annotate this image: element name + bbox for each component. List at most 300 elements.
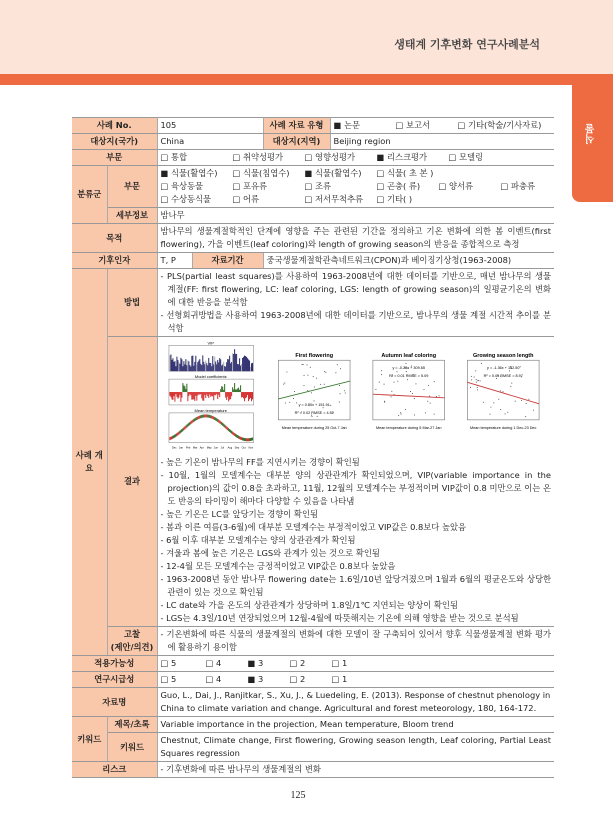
source-value: Guo, L., Dai, J., Ranjitkar, S., Xu, J., & Luedeling, E. (2013). Response of chestnut phenology in China to climate variation and change. Agricultural and forest meteorology, 180, 164-172. — [157, 688, 554, 717]
data-point — [310, 392, 311, 393]
temp-mark — [240, 437, 241, 440]
vip-bar — [186, 365, 187, 371]
checkbox-option[interactable]: □ 모델링 — [448, 152, 484, 162]
coef-bar — [175, 392, 176, 394]
coef-bar — [233, 389, 234, 392]
checkbox-option[interactable]: □ 식물( 초 본 ) — [376, 168, 434, 178]
coef-bar — [187, 392, 188, 401]
vip-bar — [230, 363, 231, 371]
checkbox-option[interactable]: □ 어류 — [232, 194, 260, 204]
checkbox-option[interactable]: ■ 3 — [247, 658, 264, 668]
vip-bar — [227, 359, 228, 371]
data-point — [507, 412, 508, 413]
vip-bar — [243, 357, 244, 371]
coef-bar — [186, 384, 187, 392]
checkbox-option[interactable]: ■ 식물(활엽수) — [160, 168, 218, 178]
plot-title: Growing season length — [472, 353, 533, 360]
coef-bar — [209, 392, 210, 394]
vip-bar — [252, 363, 253, 371]
data-point — [303, 375, 304, 376]
data-point — [407, 379, 408, 380]
result-item: - 봄과 이른 여름(3-6월)에 대부분 모델계수는 부정적이었고 VIP값은 0.8보다 높았음 — [160, 522, 467, 532]
row-keywords — [72, 733, 554, 762]
temp-mark — [211, 416, 212, 419]
coef-bar — [193, 392, 194, 399]
page-header — [0, 0, 613, 74]
data-point — [475, 379, 476, 380]
coef-bar — [218, 392, 219, 395]
data-point — [375, 389, 376, 390]
vip-bar — [191, 356, 192, 371]
temp-mark — [197, 416, 198, 419]
temp-mark — [200, 415, 201, 418]
data-point — [283, 384, 284, 385]
temp-mark — [246, 438, 247, 441]
temp-mark — [233, 432, 234, 435]
coef-bar — [198, 392, 199, 394]
coef-bar — [199, 392, 200, 395]
result-item: - 높은 기온이 밤나무의 FF를 지연시키는 경향이 확인됨 — [160, 457, 360, 467]
month-label: Nov — [248, 446, 253, 450]
vip-bar — [235, 354, 236, 371]
vip-bar — [249, 361, 250, 372]
side-tab-label: 식물 — [586, 124, 597, 144]
temp-mark — [212, 416, 213, 419]
label: 부문 — [72, 150, 157, 166]
temp-mark — [235, 434, 236, 437]
result-item: - 1963-2008년 동안 밤나무 flowering date는 1.6일/10년 앞당겨졌으며 1월과 6월의 평균온도와 상당한 관련이 있는 것으로 확인됨 — [160, 574, 551, 597]
coef-bar — [200, 392, 201, 394]
coef-bar — [188, 392, 189, 396]
data-point — [511, 383, 512, 384]
checkbox-option[interactable]: □ 4 — [205, 674, 222, 684]
temp-mark — [186, 425, 187, 428]
temp-mark — [178, 432, 179, 435]
temp-mark — [187, 424, 188, 427]
vip-bar — [226, 362, 227, 371]
sector-options — [157, 150, 554, 166]
vip-bar — [248, 360, 249, 372]
data-point — [400, 413, 401, 414]
temp-mark — [214, 417, 215, 420]
temp-mark — [242, 437, 243, 440]
temp-mark — [198, 416, 199, 419]
checkbox-option[interactable]: □ 5 — [160, 674, 177, 684]
vip-bar — [216, 364, 217, 371]
data-point — [312, 376, 313, 377]
temp-mark — [204, 414, 205, 417]
vip-bar — [238, 364, 239, 371]
temp-mark — [205, 414, 206, 417]
vip-bar — [176, 357, 177, 371]
temp-mark — [218, 420, 219, 423]
coef-bar — [192, 392, 193, 400]
plot-title: First flowering — [294, 353, 333, 360]
row-result — [72, 337, 554, 627]
checkbox-option[interactable]: □ 통합 — [160, 152, 188, 162]
region-value: Beijing region — [330, 134, 554, 150]
temp-mark — [210, 415, 211, 418]
temp-mark — [171, 436, 172, 439]
temp-mark — [247, 438, 248, 441]
temp-mark — [232, 432, 233, 435]
vip-bar — [214, 357, 215, 372]
detail-value: 밤나무 — [157, 208, 554, 224]
temp-mark — [243, 438, 244, 441]
temp-mark — [219, 420, 220, 423]
header-title: 생태계 기후변화 연구사례분석 — [394, 38, 540, 51]
data-point — [383, 384, 384, 385]
data-point — [316, 378, 317, 379]
temp-mark — [228, 428, 229, 431]
temp-mark — [244, 438, 245, 441]
data-point — [296, 402, 297, 403]
coef-bar — [227, 392, 228, 397]
climate-value: T, P — [157, 253, 192, 269]
risk-value: - 기후변화에 따른 밤나무의 생물계절의 변화 — [157, 762, 554, 778]
temp-mark — [206, 414, 207, 417]
discussion-value — [157, 627, 554, 656]
checkbox-option[interactable]: □ 취약성평가 — [232, 152, 284, 162]
data-point — [514, 401, 515, 402]
coef-bar — [223, 390, 224, 392]
month-label: Jan — [178, 446, 183, 450]
temp-mark — [184, 426, 185, 429]
data-point — [433, 414, 434, 415]
coef-bar — [170, 392, 171, 397]
coef-bar — [246, 392, 247, 397]
checkbox-option[interactable]: □ 2 — [289, 658, 306, 668]
vip-bar — [192, 356, 193, 372]
side-tab[interactable] — [572, 74, 613, 202]
vip-bar — [197, 362, 198, 371]
result-item: - 10월, 1월의 모델계수는 대부분 양의 상관관계가 확인되었으며, VIP(variable importance in the projection)의 값이 0.8을 초과하고, 11월, 12월의 모델계수는 부정적이며 VIP값이 0.8 미만으로 이는 온도 반응의 타이밍이 해마다 다양할 수 있음을 나타냄 — [160, 470, 551, 506]
data-point — [316, 416, 317, 417]
temp-mark — [191, 420, 192, 423]
label: 기후인자 — [72, 253, 157, 269]
coef-bar — [241, 392, 242, 397]
data-point — [476, 389, 477, 390]
label: 자료기간 — [192, 253, 263, 269]
vip-bar — [180, 358, 181, 371]
data-point — [500, 390, 501, 391]
r2-label: R² = 0.05 RMSE = 8.97 — [483, 374, 523, 379]
temp-mark — [225, 425, 226, 428]
result-value — [157, 337, 554, 627]
checkbox-option[interactable]: □ 파충류 — [500, 181, 536, 191]
coef-bar — [178, 392, 179, 398]
row-source — [72, 688, 554, 717]
label: 자료명 — [72, 688, 157, 717]
checkbox-option[interactable]: □ 4 — [205, 658, 222, 668]
vip-bar — [195, 356, 196, 371]
vip-bar — [173, 362, 174, 371]
vip-bar — [246, 357, 247, 371]
coef-bar — [232, 387, 233, 392]
coef-bar — [177, 392, 178, 399]
data-point — [525, 416, 526, 417]
vip-bar — [233, 354, 234, 371]
coef-bar — [252, 392, 253, 399]
checkbox-option[interactable]: ■ 논문 — [333, 120, 361, 130]
vip-bar — [193, 366, 194, 371]
checkbox-option[interactable]: □ 조류 — [304, 181, 332, 191]
coef-bar — [245, 392, 246, 398]
vip-bar — [190, 367, 191, 372]
row-taxon — [72, 166, 554, 208]
data-point — [469, 387, 470, 388]
temp-mark — [199, 416, 200, 419]
checkbox-option[interactable]: □ 기타(학술/기사자료) — [457, 120, 542, 130]
keywords-value: Chestnut, Climate change, First flowering, Growing season length, Leaf coloring, Partial Least Squares regression — [157, 733, 554, 762]
row-case-no — [72, 118, 554, 134]
data-point — [438, 395, 439, 396]
country-value: China — [157, 134, 263, 150]
vip-bar — [187, 360, 188, 371]
data-point — [339, 393, 340, 394]
data-point — [525, 403, 526, 404]
vip-bar — [171, 360, 172, 371]
coef-bar — [214, 392, 215, 395]
label: 키워드 — [107, 733, 157, 762]
temp-mark — [176, 433, 177, 436]
page-number: 125 — [290, 790, 306, 801]
coef-bar — [211, 392, 212, 396]
checkbox-option[interactable]: □ 양서류 — [438, 181, 474, 191]
row-location — [72, 134, 554, 150]
data-point — [404, 409, 405, 410]
data-point — [307, 375, 308, 376]
temp-mark — [179, 431, 180, 434]
label: 대상지(국가) — [72, 134, 157, 150]
data-point — [391, 391, 392, 392]
temp-mark — [236, 434, 237, 437]
data-point — [397, 381, 398, 382]
data-point — [336, 364, 337, 365]
data-point — [428, 385, 429, 386]
vip-bar — [218, 362, 219, 371]
label: 연구시급성 — [72, 672, 157, 688]
temp-mark — [208, 415, 209, 418]
temp-mark — [188, 423, 189, 426]
coef-bar — [183, 385, 184, 392]
vip-bar — [189, 365, 190, 371]
month-label: Feb — [185, 446, 190, 450]
data-point — [393, 382, 394, 383]
row-urgency — [72, 672, 554, 688]
vip-bar — [169, 355, 170, 371]
data-point — [381, 370, 382, 371]
temp-mark — [230, 430, 231, 433]
temp-mark — [193, 419, 194, 422]
checkbox-option[interactable]: □ 1 — [331, 658, 348, 668]
temp-mark — [202, 415, 203, 418]
data-point — [339, 385, 340, 386]
temp-mark — [221, 422, 222, 425]
month-label: May — [206, 446, 212, 450]
label-line: (제안/의견) — [110, 642, 154, 652]
coef-bar — [176, 392, 177, 397]
coef-bar — [206, 392, 207, 394]
data-point — [324, 371, 325, 372]
coef-bar — [204, 392, 205, 395]
temp-mark — [237, 435, 238, 438]
coef-bar — [236, 389, 237, 392]
row-keywords-title — [72, 717, 554, 733]
temp-mark — [207, 415, 208, 418]
temp-mark — [238, 436, 239, 439]
temp-mark — [227, 427, 228, 430]
checkbox-option[interactable]: □ 포유류 — [232, 181, 268, 191]
vip-bar — [247, 358, 248, 371]
data-point — [405, 363, 406, 364]
temp-mark — [215, 418, 216, 421]
coef-bar — [229, 392, 230, 400]
coef-bar — [171, 392, 172, 399]
temp-mark — [190, 421, 191, 424]
data-point — [500, 409, 501, 410]
checkbox-option[interactable]: □ 수상동식물 — [160, 194, 212, 204]
data-point — [302, 364, 303, 365]
label: 대상지(지역) — [263, 134, 330, 150]
period-value: 중국생물계절학관측네트워크(CPON)과 베이징기상청(1963-2008) — [263, 253, 554, 269]
data-point — [433, 381, 434, 382]
data-point — [311, 416, 312, 417]
vip-bar — [221, 366, 222, 372]
temp-mark — [248, 438, 249, 441]
coef-bar — [221, 386, 222, 392]
checkbox-option[interactable]: □ 2 — [289, 674, 306, 684]
temp-mark — [245, 438, 246, 441]
data-point — [400, 412, 401, 413]
vip-bar — [211, 366, 212, 371]
vip-bar — [206, 363, 207, 371]
coef-bar — [182, 383, 183, 392]
temp-mark — [226, 426, 227, 429]
coef-bar — [220, 389, 221, 392]
data-point — [490, 407, 491, 408]
page-content — [72, 117, 554, 801]
data-point — [429, 403, 430, 404]
method-item: - 선형회귀방법을 사용하여 1963-2008년에 대한 데이터를 기반으로, 밤나무의 생물 계절 시간적 추이를 분석함 — [160, 310, 551, 333]
coef-bar — [244, 392, 245, 401]
temp-mark — [177, 432, 178, 435]
vip-bar — [174, 361, 175, 371]
data-point — [411, 393, 412, 394]
data-point — [390, 396, 391, 397]
x-axis-label: Mean temperature during 5 Mar-27 Jan — [375, 425, 441, 430]
vip-bar — [215, 362, 216, 372]
temp-mark — [241, 437, 242, 440]
temp-mark — [239, 436, 240, 439]
checkbox-option[interactable]: ■ 식물(활엽수) — [304, 168, 362, 178]
temp-mark — [175, 434, 176, 437]
coef-bar — [172, 392, 173, 400]
coef-bar — [228, 392, 229, 401]
temp-mark — [185, 425, 186, 428]
vip-bar — [240, 366, 241, 372]
checkbox-option[interactable]: □ 5 — [160, 658, 177, 668]
coef-bar — [219, 392, 220, 397]
temp-mark — [196, 417, 197, 420]
temp-mark — [209, 415, 210, 418]
vip-bar — [242, 358, 243, 371]
coef-bar — [213, 392, 214, 400]
temp-mark — [231, 431, 232, 434]
equation: y = 0.80x + 151.91 — [298, 402, 330, 407]
vip-bar — [225, 367, 226, 372]
checkbox-option[interactable]: □ 보고서 — [395, 120, 431, 130]
result-item: - LC date와 가을 온도의 상관관계가 상당하며 1.8일/1℃ 지연되는 양상이 확인됨 — [160, 600, 458, 610]
coef-bar — [225, 392, 226, 398]
checkbox-option[interactable]: ■ 리스크평가 — [376, 152, 428, 162]
checkbox-option[interactable]: ■ 3 — [247, 674, 264, 684]
checkbox-option[interactable]: □ 식물(침엽수) — [232, 168, 290, 178]
data-point — [415, 383, 416, 384]
result-item: - 6월 이후 대부분 모델계수는 양의 상관관계가 확인됨 — [160, 535, 356, 545]
vip-bar — [251, 363, 252, 371]
coef-bar — [189, 392, 190, 394]
checkbox-option[interactable]: □ 육상동물 — [160, 181, 204, 191]
checkbox-option[interactable]: □ 저서무척추류 — [304, 194, 364, 204]
vip-bar — [199, 359, 200, 371]
vip-bar — [184, 364, 185, 371]
coef-bar — [250, 392, 251, 398]
vip-bar — [194, 362, 195, 371]
coef-bar — [224, 384, 225, 392]
temp-mark — [234, 433, 235, 436]
data-point — [509, 370, 510, 371]
applicability-options — [157, 656, 554, 672]
label: 키워드 — [72, 717, 107, 762]
coef-bar — [195, 392, 196, 396]
temp-mark — [172, 436, 173, 439]
vip-bar — [196, 365, 197, 371]
x-axis-label: Mean temperature during 1 Dec-23 Dec — [469, 425, 536, 430]
data-point — [398, 415, 399, 416]
equation: y = -0.28x + 309.65 — [392, 366, 425, 371]
data-point — [307, 390, 308, 391]
coef-bar — [184, 386, 185, 392]
data-point — [489, 414, 490, 415]
data-type-options — [330, 118, 554, 134]
temp-mark — [250, 438, 251, 441]
checkbox-option[interactable]: □ 1 — [331, 674, 348, 684]
vip-bar — [212, 356, 213, 371]
coef-bar — [240, 385, 241, 392]
coef-bar — [238, 388, 239, 392]
method-item: - PLS(partial least squares)를 사용하여 1963-2008년에 대한 데이터를 기반으로, 매년 밤나무의 생물 계절(FF: first flowering, LC: leaf coloring, LGS: length of growing season)의 일평균기온의 변화에 대한 반응을 분석함 — [160, 271, 551, 307]
row-risk — [72, 762, 554, 778]
data-point — [470, 376, 471, 377]
discussion-item: - 기온변화에 따른 식물의 생물계절의 변화에 대한 모델이 잘 구축되어 있어서 향후 식물생물계절 변화 평가에 활용하기 용이함 — [160, 629, 551, 652]
temp-mark — [174, 434, 175, 437]
checkbox-option[interactable]: □ 기타( ) — [376, 194, 413, 204]
vip-bar — [201, 365, 202, 371]
coef-bar — [191, 392, 192, 400]
vip-bar — [231, 362, 232, 371]
checkbox-option[interactable]: □ 영향성평가 — [304, 152, 356, 162]
data-point — [294, 391, 295, 392]
checkbox-option[interactable]: □ 곤충( 류) — [376, 181, 421, 191]
month-label: Mar — [192, 446, 197, 450]
temp-mark — [220, 421, 221, 424]
data-point — [435, 396, 436, 397]
data-point — [381, 374, 382, 375]
temp-mark — [183, 427, 184, 430]
data-point — [284, 403, 285, 404]
data-point — [510, 386, 511, 387]
